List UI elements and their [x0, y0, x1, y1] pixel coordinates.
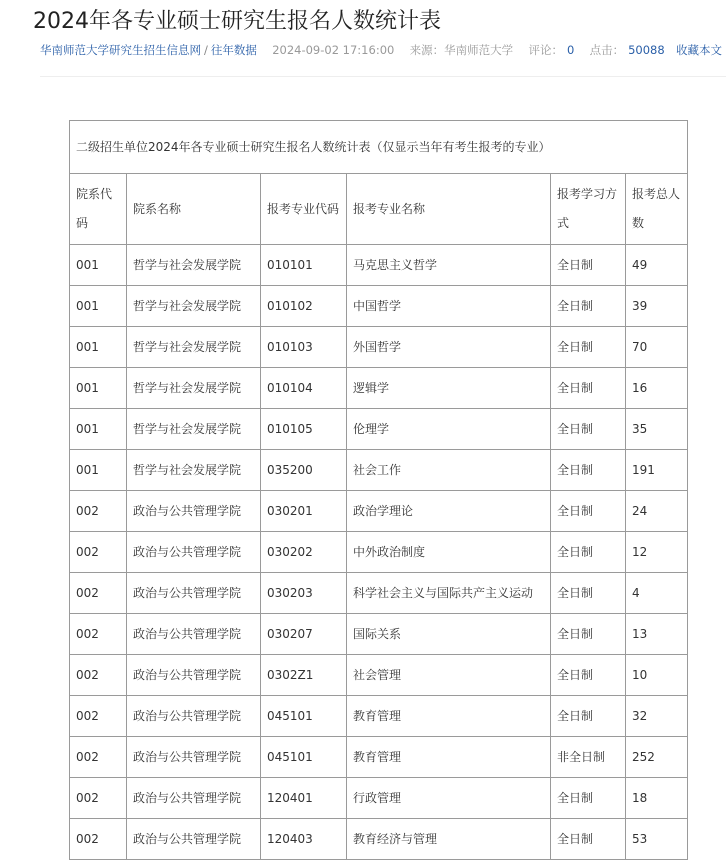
- cell-study-mode: 全日制: [551, 409, 626, 450]
- table-row: [70, 819, 688, 860]
- table-row: [70, 286, 688, 327]
- cell-study-mode: 全日制: [551, 573, 626, 614]
- cell-major-code: 010101: [261, 245, 347, 286]
- article-meta: [40, 42, 726, 58]
- table-row: [70, 573, 688, 614]
- table-row: [70, 532, 688, 573]
- table-row: [70, 368, 688, 409]
- cell-total: 18: [626, 778, 688, 819]
- cell-total: 10: [626, 655, 688, 696]
- cell-dept-name: 政治与公共管理学院: [127, 819, 261, 860]
- clicks-count: 50088: [628, 43, 665, 57]
- source-label: 来源：华南师范大学: [409, 43, 514, 57]
- clicks-label: 点击：: [589, 43, 625, 57]
- cell-dept-code: 002: [70, 655, 127, 696]
- cell-study-mode: 全日制: [551, 696, 626, 737]
- cell-major-name: 中外政治制度: [347, 532, 551, 573]
- header-study-mode: 报考学习方式: [551, 174, 626, 245]
- cell-study-mode: 全日制: [551, 532, 626, 573]
- cell-dept-code: 001: [70, 245, 127, 286]
- cell-dept-code: 001: [70, 368, 127, 409]
- header-major-name: 报考专业名称: [347, 174, 551, 245]
- divider: [40, 76, 726, 77]
- cell-dept-name: 政治与公共管理学院: [127, 573, 261, 614]
- cell-study-mode: 全日制: [551, 778, 626, 819]
- cell-total: 35: [626, 409, 688, 450]
- table-row: [70, 696, 688, 737]
- table-caption-row: [70, 121, 688, 174]
- cell-major-name: 行政管理: [347, 778, 551, 819]
- cell-study-mode: 全日制: [551, 327, 626, 368]
- cell-major-name: 科学社会主义与国际共产主义运动: [347, 573, 551, 614]
- cell-total: 4: [626, 573, 688, 614]
- stats-table: [69, 120, 688, 860]
- table-row: [70, 491, 688, 532]
- cell-major-code: 120403: [261, 819, 347, 860]
- cell-major-name: 马克思主义哲学: [347, 245, 551, 286]
- cell-dept-code: 001: [70, 450, 127, 491]
- comments-count: 0: [566, 43, 575, 57]
- cell-total: 24: [626, 491, 688, 532]
- cell-total: 252: [626, 737, 688, 778]
- cell-major-code: 030201: [261, 491, 347, 532]
- cell-dept-name: 政治与公共管理学院: [127, 696, 261, 737]
- cell-total: 191: [626, 450, 688, 491]
- cell-major-name: 教育管理: [347, 696, 551, 737]
- cell-major-code: 030203: [261, 573, 347, 614]
- publish-datetime: 2024-09-02 17:16:00: [272, 43, 395, 57]
- cell-major-name: 社会管理: [347, 655, 551, 696]
- cell-study-mode: 全日制: [551, 819, 626, 860]
- site-link[interactable]: 华南师范大学研究生招生信息网: [40, 43, 201, 57]
- cell-major-code: 045101: [261, 696, 347, 737]
- cell-dept-code: 002: [70, 819, 127, 860]
- header-major-code: 报考专业代码: [261, 174, 347, 245]
- cell-major-code: 010102: [261, 286, 347, 327]
- cell-total: 53: [626, 819, 688, 860]
- cell-total: 12: [626, 532, 688, 573]
- cell-study-mode: 非全日制: [551, 737, 626, 778]
- favorite-link[interactable]: 收藏本文: [676, 43, 722, 57]
- breadcrumb-separator: /: [204, 43, 208, 57]
- cell-dept-name: 哲学与社会发展学院: [127, 368, 261, 409]
- cell-dept-name: 政治与公共管理学院: [127, 778, 261, 819]
- cell-dept-code: 002: [70, 737, 127, 778]
- cell-major-name: 教育管理: [347, 737, 551, 778]
- cell-total: 70: [626, 327, 688, 368]
- cell-total: 13: [626, 614, 688, 655]
- cell-major-name: 外国哲学: [347, 327, 551, 368]
- cell-dept-code: 002: [70, 696, 127, 737]
- cell-dept-name: 哲学与社会发展学院: [127, 450, 261, 491]
- cell-study-mode: 全日制: [551, 368, 626, 409]
- cell-major-name: 中国哲学: [347, 286, 551, 327]
- cell-study-mode: 全日制: [551, 655, 626, 696]
- cell-major-code: 030202: [261, 532, 347, 573]
- cell-major-code: 010105: [261, 409, 347, 450]
- table-row: [70, 614, 688, 655]
- cell-major-code: 010104: [261, 368, 347, 409]
- cell-dept-code: 002: [70, 614, 127, 655]
- cell-dept-name: 哲学与社会发展学院: [127, 409, 261, 450]
- cell-dept-name: 哲学与社会发展学院: [127, 327, 261, 368]
- page-title: 2024年各专业硕士研究生报名人数统计表: [33, 9, 441, 34]
- cell-dept-name: 哲学与社会发展学院: [127, 286, 261, 327]
- cell-major-name: 逻辑学: [347, 368, 551, 409]
- table-row: [70, 245, 688, 286]
- header-dept-code: 院系代码: [70, 174, 127, 245]
- cell-dept-code: 001: [70, 286, 127, 327]
- cell-total: 32: [626, 696, 688, 737]
- cell-study-mode: 全日制: [551, 245, 626, 286]
- cell-dept-code: 002: [70, 491, 127, 532]
- cell-major-code: 010103: [261, 327, 347, 368]
- cell-study-mode: 全日制: [551, 614, 626, 655]
- cell-dept-name: 政治与公共管理学院: [127, 614, 261, 655]
- table-row: [70, 450, 688, 491]
- table-row: [70, 778, 688, 819]
- cell-study-mode: 全日制: [551, 286, 626, 327]
- cell-major-code: 030207: [261, 614, 347, 655]
- cell-dept-name: 政治与公共管理学院: [127, 737, 261, 778]
- cell-major-code: 035200: [261, 450, 347, 491]
- cell-major-name: 国际关系: [347, 614, 551, 655]
- category-link[interactable]: 往年数据: [210, 43, 257, 57]
- table-row: [70, 655, 688, 696]
- cell-major-code: 0302Z1: [261, 655, 347, 696]
- cell-study-mode: 全日制: [551, 450, 626, 491]
- comments-label: 评论：: [528, 43, 563, 57]
- cell-total: 16: [626, 368, 688, 409]
- cell-total: 39: [626, 286, 688, 327]
- table-caption: 二级招生单位2024年各专业硕士研究生报名人数统计表（仅显示当年有考生报考的专业）: [70, 121, 688, 174]
- cell-major-name: 政治学理论: [347, 491, 551, 532]
- cell-major-code: 045101: [261, 737, 347, 778]
- table-row: [70, 737, 688, 778]
- table-header-row: [70, 174, 688, 245]
- cell-dept-name: 哲学与社会发展学院: [127, 245, 261, 286]
- cell-total: 49: [626, 245, 688, 286]
- cell-dept-name: 政治与公共管理学院: [127, 532, 261, 573]
- cell-dept-code: 001: [70, 327, 127, 368]
- cell-major-code: 120401: [261, 778, 347, 819]
- cell-major-name: 社会工作: [347, 450, 551, 491]
- cell-dept-name: 政治与公共管理学院: [127, 491, 261, 532]
- cell-dept-code: 001: [70, 409, 127, 450]
- cell-dept-code: 002: [70, 573, 127, 614]
- cell-major-name: 伦理学: [347, 409, 551, 450]
- cell-major-name: 教育经济与管理: [347, 819, 551, 860]
- cell-dept-name: 政治与公共管理学院: [127, 655, 261, 696]
- cell-dept-code: 002: [70, 532, 127, 573]
- header-total: 报考总人数: [626, 174, 688, 245]
- cell-dept-code: 002: [70, 778, 127, 819]
- header-dept-name: 院系名称: [127, 174, 261, 245]
- cell-study-mode: 全日制: [551, 491, 626, 532]
- table-row: [70, 409, 688, 450]
- table-row: [70, 327, 688, 368]
